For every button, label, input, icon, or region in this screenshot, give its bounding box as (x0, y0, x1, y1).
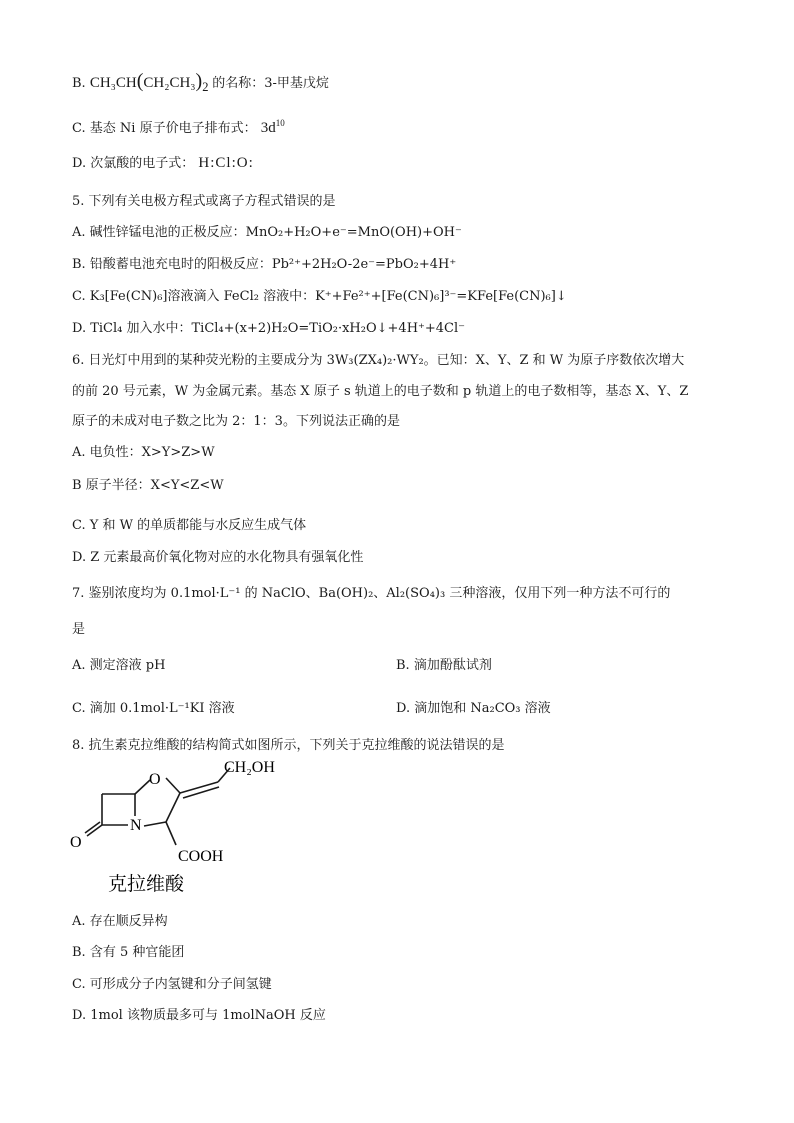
q7-option-b: B. 滴加酚酞试剂 (396, 658, 492, 673)
q6-option-d: D. Z 元素最高价氧化物对应的水化物具有强氧化性 (72, 550, 364, 565)
structure-caption: 克拉维酸 (108, 874, 185, 895)
option-text: 次氯酸的电子式： (90, 156, 195, 171)
option-label: B. (72, 76, 86, 91)
q8-option-d: D. 1mol 该物质最多可与 1molNaOH 反应 (72, 1008, 326, 1023)
q7-option-a: A. 测定溶液 pH (72, 658, 166, 673)
config-sup: 10 (275, 118, 285, 128)
option-text: 的名称：3-甲基戊烷 (212, 76, 329, 91)
cooh-label: COOH (178, 848, 224, 865)
q6-option-b: B 原子半径：X<Y<Z<W (72, 478, 224, 493)
question-5-stem: 5. 下列有关电极方程式或离子方程式错误的是 (72, 194, 336, 209)
formula-main: CH₃CH (89, 75, 137, 91)
q8-option-c: C. 可形成分子内氢键和分子间氢键 (72, 977, 272, 992)
q5-option-a: A. 碱性锌锰电池的正极反应：MnO₂+H₂O+e⁻=MnO(OH)+OH⁻ (72, 225, 462, 240)
option-text: 基态 Ni 原子价电子排布式： (89, 121, 257, 136)
question-7-stem-line-1: 7. 鉴别浓度均为 0.1mol·L⁻¹ 的 NaClO、Ba(OH)₂、Al₂(SO₄)₃ 三种溶液，仅用下列一种方法不可行的 (72, 586, 671, 601)
ch2oh-label: CH₂OH (224, 760, 275, 776)
q4-option-d (72, 154, 254, 173)
nitrogen-label: N (130, 817, 142, 834)
q6-option-c: C. Y 和 W 的单质都能与水反应生成气体 (72, 518, 307, 533)
q6-option-a: A. 电负性：X>Y>Z>W (72, 445, 215, 460)
config-main: 3d (260, 120, 276, 136)
q7-option-c: C. 滴加 0.1mol·L⁻¹KI 溶液 (72, 701, 235, 716)
option-label: C. (72, 121, 86, 136)
question-6-stem-line-1: 6. 日光灯中用到的某种荧光粉的主要成分为 3W₃(ZX₄)₂·WY₂。已知：X、Y、Z 和 W 为原子序数依次增大 (72, 353, 685, 368)
formula-inner: CH₂CH₃ (143, 75, 196, 91)
question-7-stem-line-2: 是 (72, 622, 86, 637)
q7-option-d: D. 滴加饱和 Na₂CO₃ 溶液 (396, 701, 551, 716)
clavulanic-acid-structure (70, 760, 320, 900)
q5-option-d: D. TiCl₄ 加入水中：TiCl₄+(x+2)H₂O=TiO₂·xH₂O↓+4H⁺+4Cl⁻ (72, 321, 466, 336)
electron-config (261, 120, 285, 136)
electron-formula: H:Cl:O: (198, 155, 254, 171)
option-label: D. (72, 156, 87, 171)
ring-oxygen-label: O (149, 771, 161, 788)
q4-option-b (72, 72, 329, 96)
formula-sub: 2 (202, 80, 209, 94)
question-6-stem-line-3: 原子的未成对电子数之比为 2：1：3。下列说法正确的是 (72, 414, 400, 429)
q8-option-b: B. 含有 5 种官能团 (72, 945, 185, 960)
q5-option-b: B. 铅酸蓄电池充电时的阳极反应：Pb²⁺+2H₂O-2e⁻=PbO₂+4H⁺ (72, 257, 457, 272)
carbonyl-oxygen-label: O (70, 834, 82, 851)
formula-ch3ch: $CH_3CH(CH_2CH_3)_2$ (89, 70, 209, 94)
question-6-stem-line-2: 的前 20 号元素，W 为金属元素。基态 X 原子 s 轨道上的电子数和 p 轨道上的电子数相等，基态 X、Y、Z (72, 384, 689, 399)
q5-option-c: C. K₃[Fe(CN)₆]溶液滴入 FeCl₂ 溶液中：K⁺+Fe²⁺+[Fe(CN)₆]³⁻=KFe[Fe(CN)₆]↓ (72, 289, 567, 304)
q8-option-a: A. 存在顺反异构 (72, 914, 168, 929)
question-8-stem: 8. 抗生素克拉维酸的结构简式如图所示，下列关于克拉维酸的说法错误的是 (72, 738, 505, 753)
q4-option-c (72, 114, 285, 138)
